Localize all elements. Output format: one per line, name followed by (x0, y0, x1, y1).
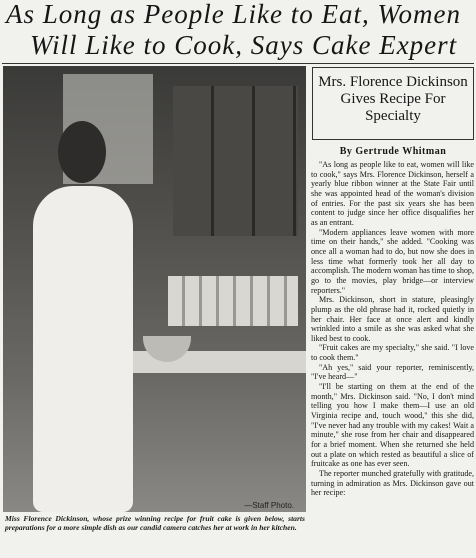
headline (0, 0, 476, 64)
sub-headline-line-3: Specialty (365, 108, 421, 124)
article-paragraph: "Fruit cakes are my specialty," she said. "I love to cook them." (311, 343, 474, 363)
woman-head (58, 121, 106, 183)
photo-caption: Miss Florence Dickinson, whose prize winning recipe for fruit cake is given below, starts preparations for a more simple dish as our candid camera catches her at work in her kitchen. (5, 514, 305, 533)
article-paragraph: "As long as people like to eat, women will like to cook," says Mrs. Florence Dickinson, herself a yearly blue ribbon winner at the State Fair until she was appointed head of the woman's division of entries. For the past six years she has been content to judge since her office disqualifies her as an entrant. (311, 160, 474, 227)
shelf-shape (168, 276, 298, 326)
article-body (311, 160, 474, 558)
kitchen-photo (3, 66, 306, 512)
woman-figure (33, 186, 133, 512)
article-paragraph: "I'll be starting on them at the end of the month," Mrs. Dickinson said. "No, I don't mind telling you how I make them—I use an old Virginia recipe and, touch wood," this she did, "I've never had any trouble with my cakes! Wait a minute," she rose from her chair and disappeared for a brief moment. When she returned she held out a plate on which rested as beautiful a slice of fruitcake as one has ever seen. (311, 382, 474, 469)
cabinet-shape (173, 86, 298, 236)
headline-line-2: Will Like to Cook, Says Cake Expert (30, 30, 458, 60)
sub-headline-line-2: Gives Recipe For (340, 91, 446, 107)
headline-line-1: As Long as People Like to Eat, Women (6, 0, 461, 29)
article-paragraph: Mrs. Dickinson, short in stature, pleasingly plump as the old phrase had it, rocked quietly in her chair. Her face at once alert and kindly wrinkled into a smile as she was asked what she liked best to cook. (311, 295, 474, 343)
counter-shape (113, 351, 306, 373)
headline-rule (2, 63, 474, 64)
sub-headline-line-1: Mrs. Florence Dickinson (318, 74, 468, 90)
sub-headline-box (312, 67, 474, 140)
article-paragraph: "Modern appliances leave women with more time on their hands," she added. "Cooking was once all a woman had to do, but now she does in less time what formerly took her all day to accomplish. The modern woman has time to shop, go to the movies, play bridge—or interview reporters." (311, 227, 474, 295)
article-paragraph: "Ah yes," said your reporter, reminiscently, "I've heard—" (311, 362, 474, 382)
photo-credit: —Staff Photo. (244, 501, 294, 510)
byline: By Gertrude Whitman (339, 146, 447, 157)
article-paragraph: The reporter munched gratefully with gratitude, turning in admiration as Mrs. Dickinson gave out her recipe: (311, 469, 474, 498)
